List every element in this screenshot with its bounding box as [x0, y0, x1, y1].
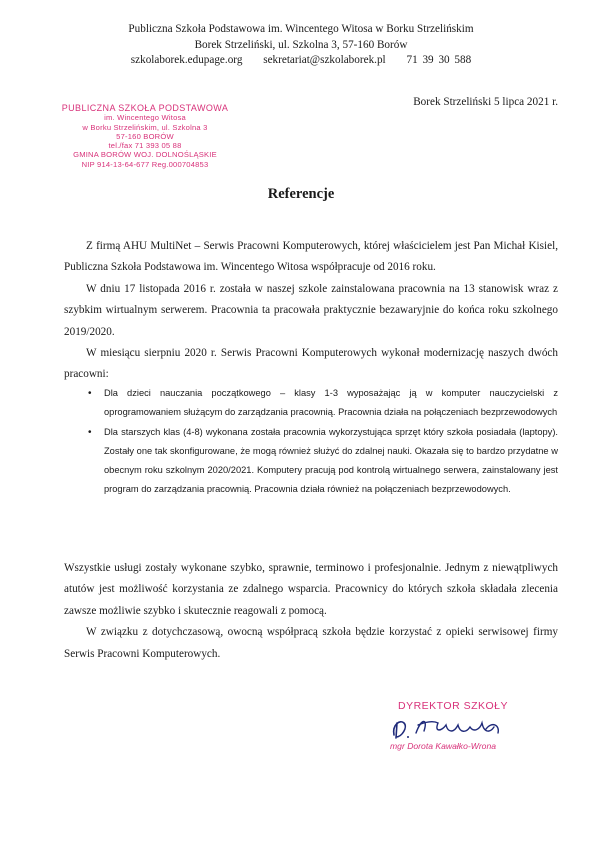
signatory-title: DYREKTOR SZKOŁY — [398, 700, 508, 712]
school-stamp — [60, 104, 230, 169]
list-item-text: Dla dzieci nauczania początkowego – klasy 1-3 wyposażając ją w komputer nauczycielski z oprogramowaniem służącym do zarządzania pracownią. Pracownia działa na połączeniach bezprzewodowych — [104, 388, 558, 418]
stamp-line: 57-160 BORÓW — [116, 131, 174, 141]
body-paragraph: W dniu 17 listopada 2016 r. została w naszej szkole zainstalowana pracownia na 13 stanowisk wraz z szybkim wirtualnym serwerem. Pracownia ta pracowała praktycznie bezawaryjnie do końca roku szkolnego 2019/2020. — [64, 282, 558, 338]
letter-closing — [64, 558, 558, 665]
list-item-text: Dla starszych klas (4-8) wykonana została pracownia wykorzystująca sprzęt który szkoła posiadała (laptopy). Zostały one tak skonfigurowane, że mogą również służyć do zdalnej nauki. Okazała się to bardzo przydatne w obecnym roku szkolnym 2020/2021. Komputery pracują pod kontrolą wirtualnego serwera, zainstalowany jest program do zarządzania pracownią. Pracownia działa również na połączeniach bezprzewodowych. — [104, 426, 558, 495]
stamp-line: GMINA BORÓW WOJ. DOLNOŚLĄSKIE — [73, 150, 217, 160]
handwritten-signature — [388, 711, 518, 745]
stamp-line: tel./fax 71 393 05 88 — [108, 141, 182, 151]
letter-body — [64, 236, 558, 386]
letter-date: Borek Strzeliński 5 lipca 2021 r. — [413, 96, 558, 108]
body-paragraph: Z firmą AHU MultiNet – Serwis Pracowni Komputerowych, której właścicielem jest Pan Michał Kisiel, Publiczna Szkoła Podstawowa im. Wincentego Witosa współpracuje od 2016 roku. — [64, 240, 558, 274]
school-phone: 71 39 30 588 — [406, 54, 472, 66]
modernization-list — [88, 384, 558, 500]
closing-paragraph: Wszystkie usługi zostały wykonane szybko, sprawnie, terminowo i profesjonalnie. Jednym z niewątpliwych atutów jest możliwość korzystania ze zdalnego wsparcia. Pracownicy do których szkoła składała zlecenia zawsze możliwie szybko i skutecznie reagowali z pomocą. — [64, 562, 558, 617]
school-email: sekretariat@szkolaborek.pl — [263, 54, 386, 66]
signatory-name: mgr Dorota Kawałko-Wrona — [390, 741, 497, 751]
stamp-line: NIP 914-13-64-677 Reg.000704853 — [81, 159, 209, 169]
school-address: Borek Strzeliński, ul. Szkolna 3, 57-160 Borów — [194, 38, 408, 51]
bullet-icon: • — [88, 388, 92, 399]
page-title: Referencje — [267, 186, 335, 202]
school-website: szkolaborek.edupage.org — [130, 54, 243, 66]
body-paragraph: W miesiącu sierpniu 2020 r. Serwis Pracowni Komputerowych wykonał modernizację naszych dwóch pracowni: — [64, 347, 558, 381]
stamp-line: w Borku Strzelińskim, ul. Szkolna 3 — [82, 122, 208, 132]
bullet-icon: • — [88, 426, 92, 438]
school-name: Publiczna Szkoła Podstawowa im. Wincentego Witosa w Borku Strzelińskim — [128, 23, 474, 35]
contact-line — [0, 53, 602, 69]
letterhead — [0, 22, 602, 69]
stamp-line: PUBLICZNA SZKOŁA PODSTAWOWA — [61, 103, 229, 113]
list-item — [88, 384, 558, 423]
closing-paragraph: W związku z dotychczasową, owocną współpracą szkoła będzie korzystać z opieki serwisowej firmy Serwis Pracowni Komputerowych. — [64, 626, 558, 660]
stamp-line: im. Wincentego Witosa — [104, 113, 186, 123]
list-item — [88, 423, 558, 500]
